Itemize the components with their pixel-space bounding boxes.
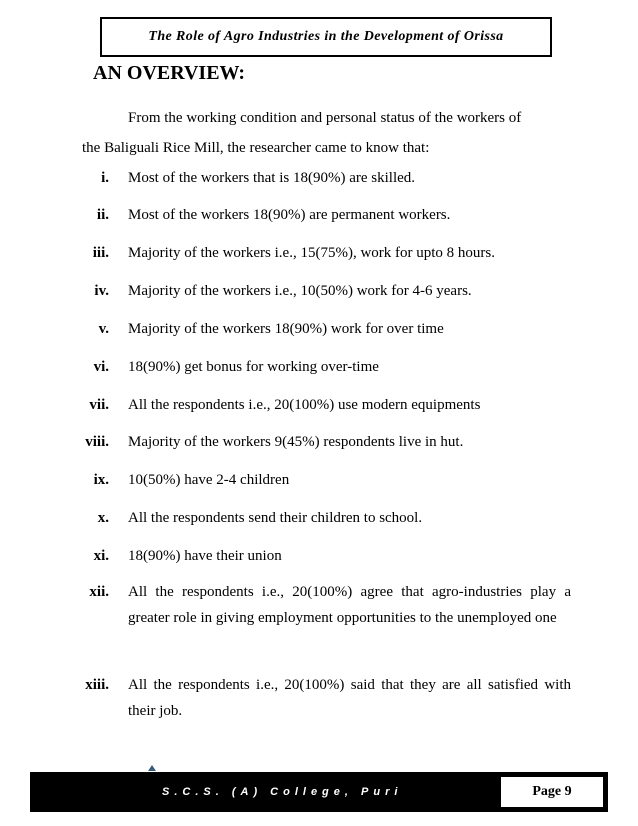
intro-paragraph [82, 103, 572, 163]
item-text: All the respondents send their children to school. [128, 510, 423, 526]
page-footer [30, 772, 608, 812]
item-text: 10(50%) have 2-4 children [128, 472, 290, 488]
item-number: iii. [92, 245, 109, 261]
item-number: i. [101, 170, 109, 186]
item-number: xii. [89, 584, 109, 600]
item-text: Most of the workers 18(90%) are permanent workers. [128, 207, 451, 223]
item-text: Most of the workers that is 18(90%) are skilled. [128, 170, 416, 186]
footer-college: S.C.S. (A) College, Puri [162, 786, 403, 798]
item-number: iv. [94, 283, 109, 299]
intro-line-2: the Baliguali Rice Mill, the researcher came to know that: [82, 140, 430, 156]
header-title: The Role of Agro Industries in the Development of Orissa [148, 29, 504, 44]
item-text: Majority of the workers 18(90%) work for over time [128, 321, 444, 337]
page-number: Page 9 [500, 776, 604, 808]
item-number: vii. [89, 397, 109, 413]
item-text: All the respondents i.e., 20(100%) said that they are all satisfied with their job. [128, 677, 571, 719]
item-number: ix. [93, 472, 109, 488]
item-text: Majority of the workers i.e., 15(75%), work for upto 8 hours. [128, 245, 496, 261]
item-text: 18(90%) have their union [128, 548, 282, 564]
item-number: x. [97, 510, 109, 526]
footer-marker-icon [148, 765, 156, 771]
item-text: All the respondents i.e., 20(100%) use modern equipments [128, 397, 481, 413]
item-number: v. [98, 321, 109, 337]
item-number: ii. [96, 207, 109, 223]
section-title: AN OVERVIEW: [93, 62, 246, 84]
item-text: All the respondents i.e., 20(100%) agree that agro-industries play a greater role in giving employment opportunities to the unemployed one [128, 584, 571, 626]
intro-line-1: From the working condition and personal status of the workers of [128, 110, 522, 126]
item-text: Majority of the workers i.e., 10(50%) work for 4-6 years. [128, 283, 472, 299]
running-header [100, 17, 552, 57]
item-number: xiii. [85, 677, 109, 693]
item-number: xi. [93, 548, 109, 564]
item-number: viii. [85, 434, 109, 450]
item-text: 18(90%) get bonus for working over-time [128, 359, 379, 375]
item-number: vi. [93, 359, 109, 375]
footer-college-block [34, 776, 496, 808]
item-text: Majority of the workers 9(45%) respondents live in hut. [128, 434, 464, 450]
